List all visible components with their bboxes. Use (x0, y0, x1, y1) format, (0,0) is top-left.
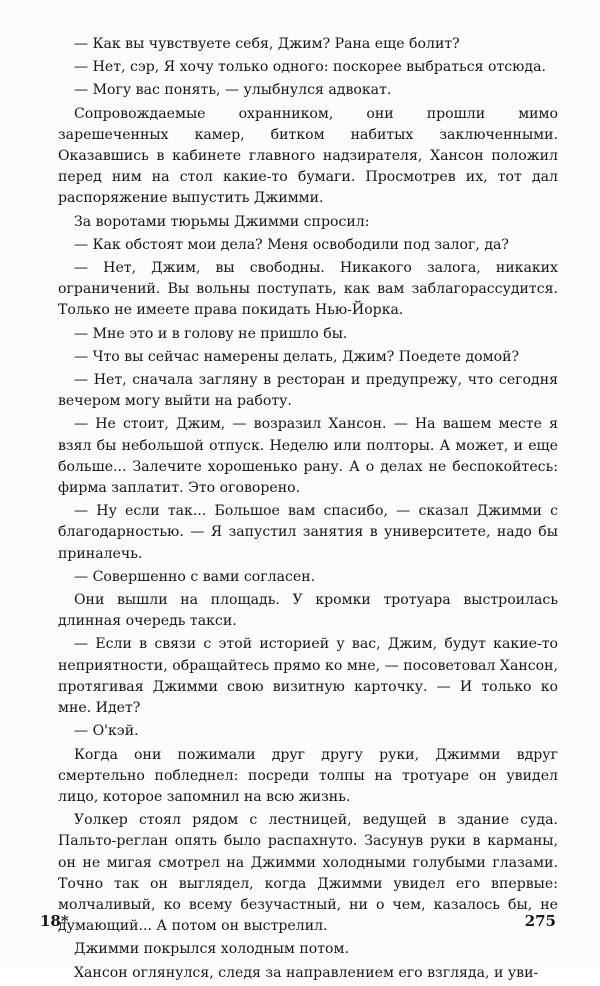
paragraph: — Не стоит, Джим, — возразил Хансон. — На вашем месте я взял бы небольшой отпуск. Неделю или полторы. А может, и еще больше... Залечите хорошенько рану. А о делах не беспокойтесь: фирма заплатит. Это оговорено. (58, 416, 558, 497)
paragraph: Уолкер стоял рядом с лестницей, ведущей в здание суда. Пальто-реглан опять было распахнуто. Засунув руки в карманы, он не мигая смотрел на Джимми холодными голубыми глазами. Точно так он выглядел, когда Джимми увидел его впервые: молчаливый, ко всему безучастный, ни о чем, казалось бы, не думающий... А потом он выстрелил. (58, 812, 558, 935)
paragraph: — Могу вас понять, — улыбнулся адвокат. (74, 82, 392, 99)
paragraph: — Совершенно с вами согласен. (74, 568, 316, 585)
paragraph: — Что вы сейчас намерены делать, Джим? Поедете домой? (74, 348, 520, 365)
paragraph: — Как обстоят мои дела? Меня освободили под залог, да? (74, 236, 509, 253)
paragraph: Когда они пожимали друг другу руки, Джимми вдруг смертельно побледнел: посреди толпы на тротуаре он увидел лицо, которое запомнил на всю жизнь. (58, 746, 558, 805)
body-text (58, 34, 558, 986)
paragraph: Они вышли на площадь. У кромки тротуара выстроилась длинная очередь такси. (58, 592, 558, 630)
paragraph: — Мне это и в голову не пришло бы. (74, 325, 348, 342)
paragraph: Сопровождаемые охранником, они прошли мимо зарешеченных камер, битком набитых заключенными. Оказавшись в кабинете главного надзирателя, Хансон положил перед ним на стол какие-то бумаги. Просмотрев их, тот дал распоряжение выпустить Джимми. (58, 105, 558, 207)
paragraph: — Если в связи с этой историей у вас, Джим, будут какие-то неприятности, обращайтесь прямо ко мне, — посоветовал Хансон, протягивая Джимми свою визитную карточку. — И только ко мне. Идет? (58, 636, 558, 717)
paragraph: — О'кэй. (74, 723, 139, 740)
paragraph: — Нет, Джим, вы свободны. Никакого залога, никаких ограничений. Вы вольны поступать, как вам заблагорассудится. Только не имеете права покидать Нью-Йорка. (58, 260, 558, 319)
paragraph: За воротами тюрьмы Джимми спросил: (74, 213, 370, 230)
paragraph: — Нет, сначала загляну в ресторан и предупрежу, что сегодня вечером могу выйти на работу. (58, 372, 558, 410)
signature-mark: 18* (40, 912, 69, 930)
paragraph: Хансон оглянулся, следя за направлением его взгляда, и уви- (74, 964, 539, 981)
paragraph: Джимми покрылся холодным потом. (74, 941, 349, 958)
paragraph: — Нет, сэр, Я хочу только одного: поскорее выбраться отсюда. (74, 59, 546, 76)
page-footer (40, 912, 556, 934)
paragraph: — Как вы чувствуете себя, Джим? Рана еще болит? (74, 36, 460, 52)
page-number: 275 (524, 912, 556, 930)
paragraph: — Ну если так... Большое вам спасибо, — сказал Джимми с благодарностью. — Я запустил занятия в университете, надо бы приналечь. (58, 503, 558, 562)
